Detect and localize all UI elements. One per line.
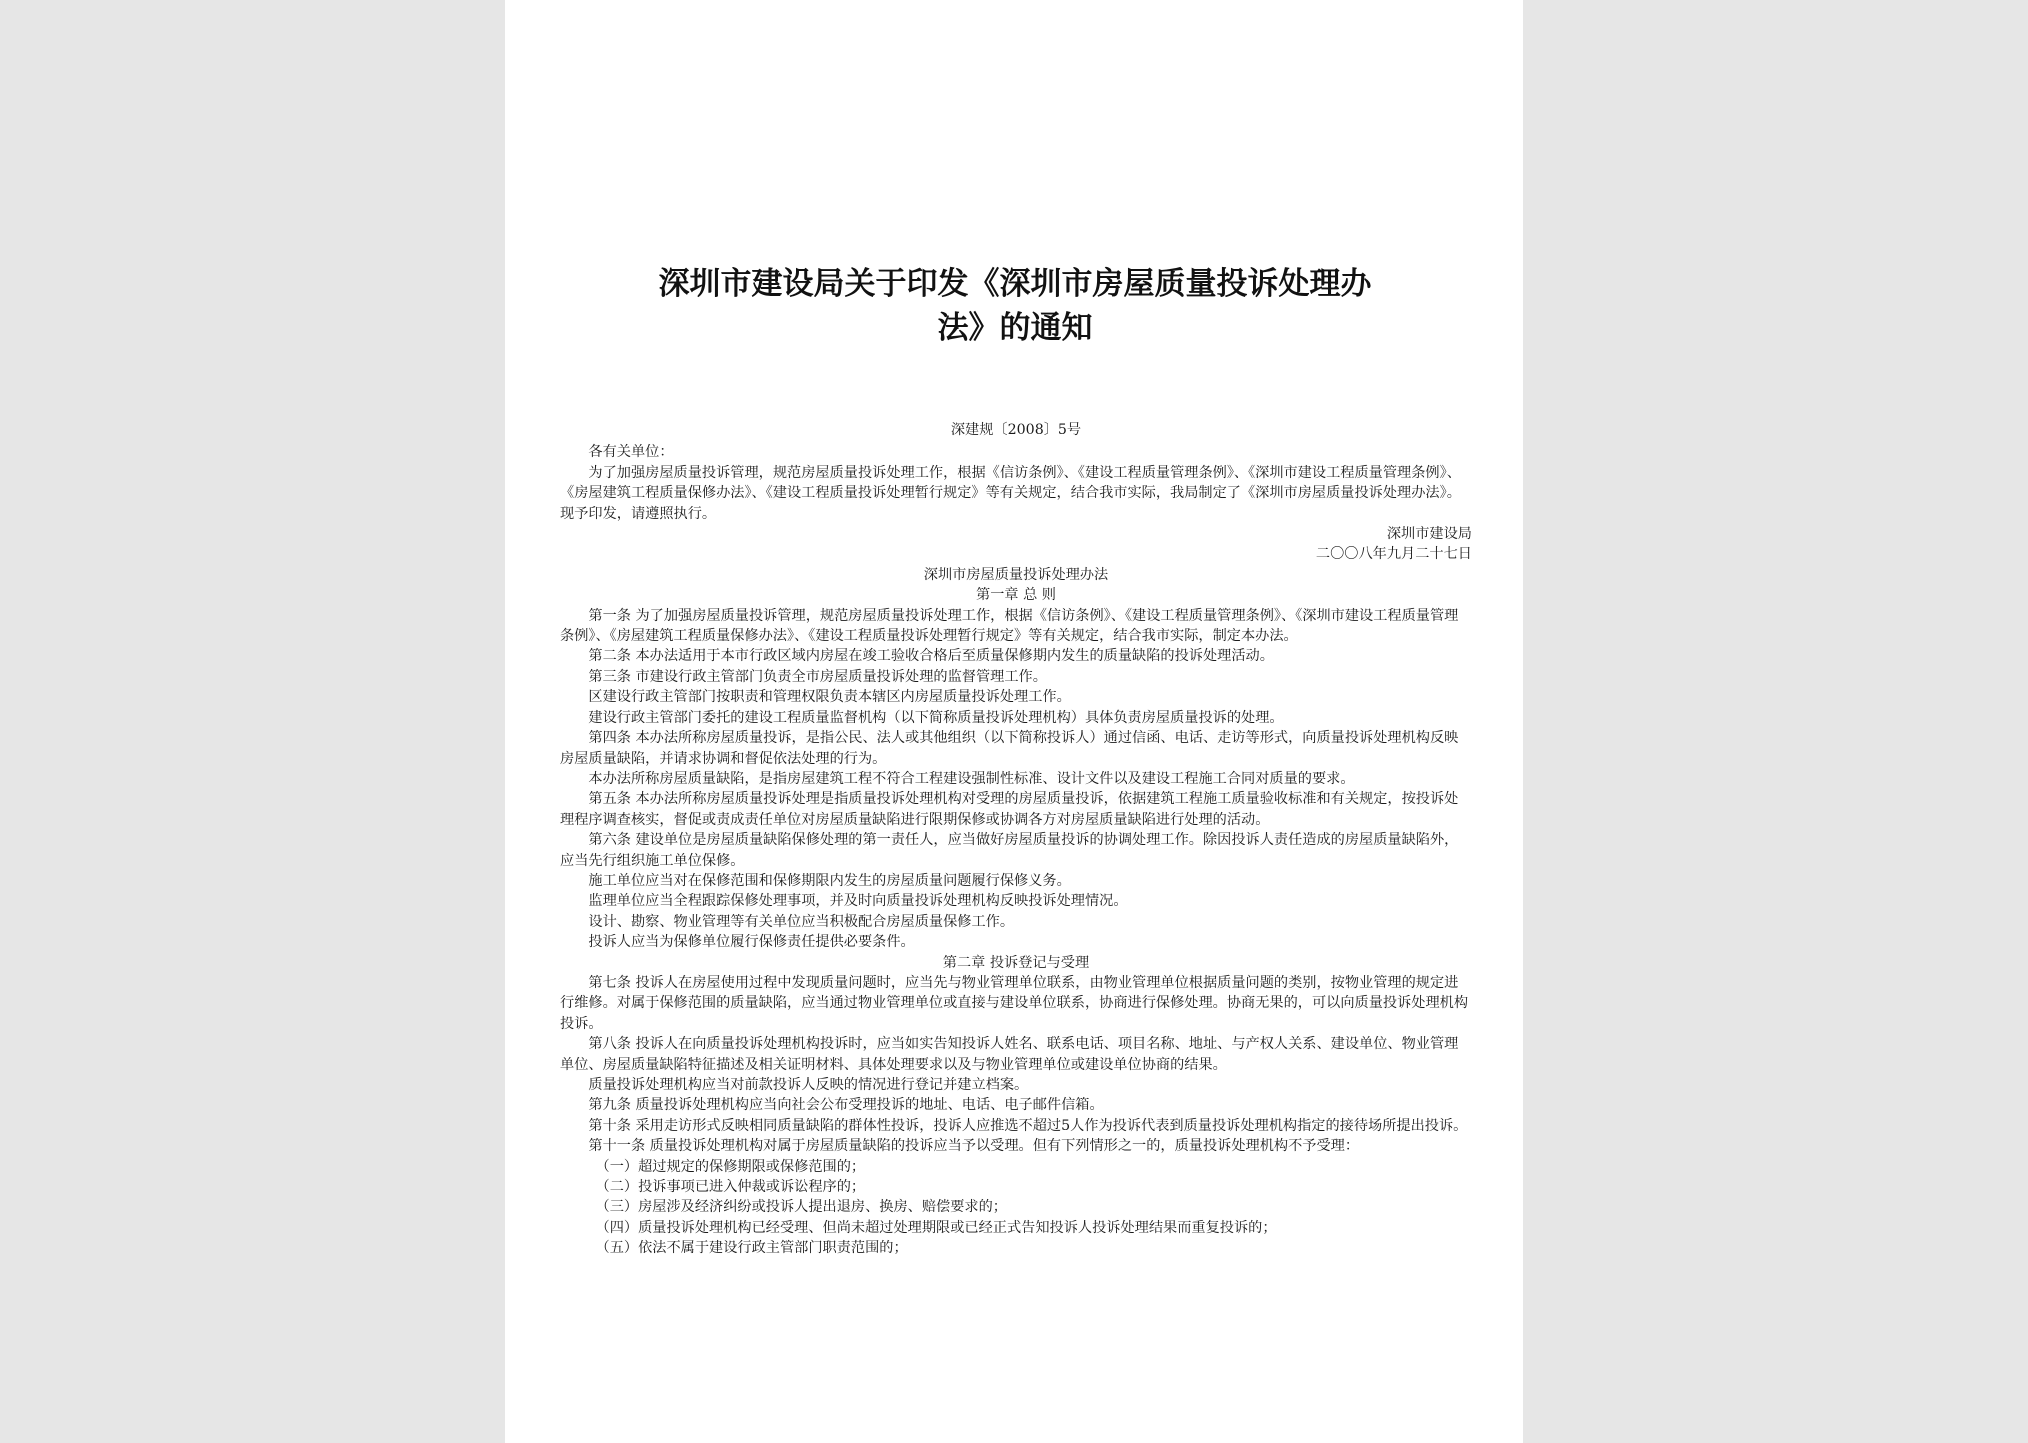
issue-date: 二〇〇八年九月二十七日 <box>1315 546 1472 563</box>
article-paragraph: 设计、勘察、物业管理等有关单位应当积极配合房屋质量保修工作。 <box>588 913 1015 930</box>
article-paragraph: 建设行政主管部门委托的建设工程质量监督机构（以下简称质量投诉处理机构）具体负责房屋质量投诉的处理。 <box>588 709 1284 726</box>
article-paragraph: 第八条 投诉人在向质量投诉处理机构投诉时，应当如实告知投诉人姓名、联系电话、项目名称、地址、与产权人关系、建设单位、物业管理单位、房屋质量缺陷特征描述及相关证明材料、具体处理要求以及与物业管理单位或建设单位协商的结果。 <box>560 1036 1459 1073</box>
article-paragraph: 第一条 为了加强房屋质量投诉管理，规范房屋质量投诉处理工作，根据《信访条例》、《建设工程质量管理条例》、《深圳市建设工程质量管理条例》、《房屋建筑工程质量保修办法》、《建设工程质量投诉处理暂行规定》等有关规定，结合我市实际，制定本办法。 <box>560 607 1459 645</box>
article-paragraph: 第九条 质量投诉处理机构应当向社会公布受理投诉的地址、电话、电子邮件信箱。 <box>588 1097 1104 1114</box>
article-paragraph: 第七条 投诉人在房屋使用过程中发现质量问题时，应当先与物业管理单位联系，由物业管理单位根据质量问题的类别，按物业管理的规定进行维修。对属于保修范围的质量缺陷，应当通过物业管理单位或直接与建设单位联系，协商进行保修处理。协商无果的，可以向质量投诉处理机构投诉。 <box>560 974 1469 1032</box>
article-paragraph: 第六条 建设单位是房屋质量缺陷保修处理的第一责任人，应当做好房屋质量投诉的协调处理工作。除因投诉人责任造成的房屋质量缺陷外，应当先行组织施工单位保修。 <box>560 832 1459 869</box>
document-page <box>505 0 1523 1443</box>
title-line: 法》的通知 <box>937 310 1093 346</box>
title-line: 深圳市建设局关于印发《深圳市房屋质量投诉处理办 <box>658 266 1372 302</box>
issuer: 深圳市建设局 <box>1386 526 1472 543</box>
measures-title: 深圳市房屋质量投诉处理办法 <box>923 566 1109 583</box>
article-paragraph: 施工单位应当对在保修范围和保修期限内发生的房屋质量问题履行保修义务。 <box>588 872 1071 889</box>
article-paragraph: 第十一条 质量投诉处理机构对属于房屋质量缺陷的投诉应当予以受理。但有下列情形之一的，质量投诉处理机构不予受理： <box>588 1138 1360 1155</box>
list-item: （三）房屋涉及经济纠纷或投诉人提出退房、换房、赔偿要求的； <box>595 1199 1007 1216</box>
article-paragraph: 区建设行政主管部门按职责和管理权限负责本辖区内房屋质量投诉处理工作。 <box>588 689 1071 706</box>
article-paragraph: 第二条 本办法适用于本市行政区域内房屋在竣工验收合格后至质量保修期内发生的质量缺陷的投诉处理活动。 <box>588 648 1274 665</box>
article-paragraph: 第三条 市建设行政主管部门负责全市房屋质量投诉处理的监督管理工作。 <box>588 668 1047 685</box>
intro-paragraph: 为了加强房屋质量投诉管理，规范房屋质量投诉处理工作，根据《信访条例》、《建设工程质量管理条例》、《深圳市建设工程质量管理条例》、《房屋建筑工程质量保修办法》、《建设工程质量投诉处理暂行规定》等有关规定，结合我市实际，我局制定了《深圳市房屋质量投诉处理办法》。现予印发，请遵照执行。 <box>560 464 1461 522</box>
article-paragraph: 第十条 采用走访形式反映相同质量缺陷的群体性投诉，投诉人应推选不超过5人作为投诉代表到质量投诉处理机构指定的接待场所提出投诉。 <box>588 1117 1468 1134</box>
article-paragraph: 本办法所称房屋质量缺陷，是指房屋建筑工程不符合工程建设强制性标准、设计文件以及建设工程施工合同对质量的要求。 <box>588 770 1355 787</box>
list-item: （二）投诉事项已进入仲裁或诉讼程序的； <box>595 1179 866 1196</box>
list-item: （四）质量投诉处理机构已经受理、但尚未超过处理期限或已经正式告知投诉人投诉处理结果而重复投诉的； <box>595 1219 1277 1236</box>
list-item: （一）超过规定的保修期限或保修范围的； <box>595 1158 866 1175</box>
list-item: （五）依法不属于建设行政主管部门职责范围的； <box>595 1240 908 1257</box>
document-number: 深建规〔2008〕5号 <box>950 422 1082 438</box>
salutation: 各有关单位： <box>588 444 674 461</box>
chapter-heading: 第二章 投诉登记与受理 <box>942 954 1090 971</box>
document-body <box>560 420 1472 1259</box>
chapter-heading: 第一章 总 则 <box>976 587 1056 604</box>
article-paragraph: 第五条 本办法所称房屋质量投诉处理是指质量投诉处理机构对受理的房屋质量投诉，依据建筑工程施工质量验收标准和有关规定，按投诉处理程序调查核实，督促或责成责任单位对房屋质量缺陷进行限期保修或协调各方对房屋质量缺陷进行处理的活动。 <box>560 791 1459 828</box>
article-paragraph: 投诉人应当为保修单位履行保修责任提供必要条件。 <box>588 934 915 951</box>
document-title <box>585 262 1445 350</box>
article-paragraph: 第四条 本办法所称房屋质量投诉，是指公民、法人或其他组织（以下简称投诉人）通过信函、电话、走访等形式，向质量投诉处理机构反映房屋质量缺陷，并请求协调和督促依法处理的行为。 <box>560 730 1459 767</box>
article-paragraph: 质量投诉处理机构应当对前款投诉人反映的情况进行登记并建立档案。 <box>588 1077 1029 1093</box>
article-paragraph: 监理单位应当全程跟踪保修处理事项，并及时向质量投诉处理机构反映投诉处理情况。 <box>588 893 1128 910</box>
